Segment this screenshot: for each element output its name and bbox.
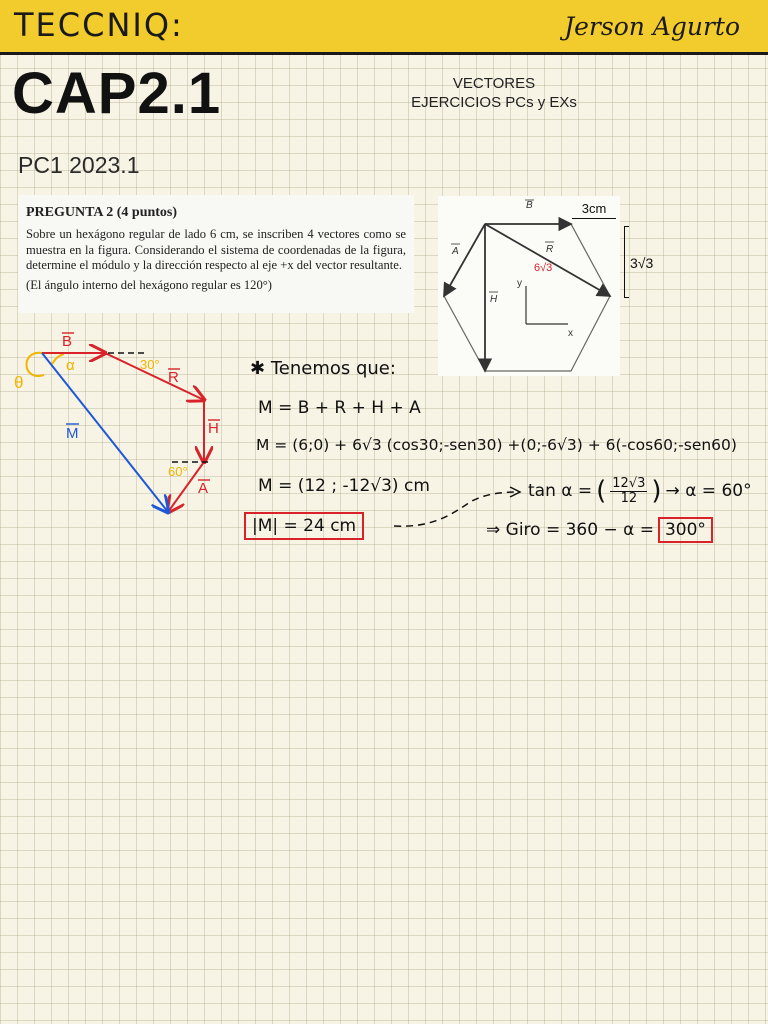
topic-line-1: VECTORES — [452, 75, 536, 92]
hexagon-figure — [438, 196, 620, 376]
hexagon-diagram — [438, 196, 620, 376]
author-name: Jerson Agurto — [564, 12, 740, 41]
question-body: Sobre un hexágono regular de lado 6 cm, se inscriben 4 vectores como se muestra en la figura. Considerando el sistema de coordenadas de la figura, determine el módulo y la dirección respecto al eje +x del vector resultante. — [26, 227, 406, 272]
sketch-alpha: α — [66, 357, 75, 374]
fig-label-h: H — [490, 294, 498, 305]
side-label: 3cm — [581, 201, 607, 216]
tan-equation — [528, 476, 752, 506]
sketch-theta: θ — [14, 373, 24, 392]
question-heading: PREGUNTA 2 (4 puntos) — [26, 205, 178, 220]
alpha-arc — [52, 354, 64, 364]
question-note: (El ángulo interno del hexágono regular es 120°) — [26, 277, 272, 292]
magnitude-result: |M| = 24 cm — [244, 512, 364, 540]
vector-sketch — [0, 320, 240, 530]
section-title: PC1 2023.1 — [18, 152, 140, 178]
vector-r — [485, 224, 610, 296]
fig-label-b: B — [526, 200, 533, 211]
sketch-label-b: B — [62, 333, 73, 350]
equation-3: M = (12 ; -12√3) cm — [258, 476, 430, 496]
height-label: 3√3 — [630, 255, 654, 271]
paren-open: ( — [596, 476, 607, 506]
question-box — [18, 195, 414, 313]
equation-1: M = B + R + H + A — [258, 398, 421, 418]
theta-arc — [26, 353, 44, 376]
height-annotation — [624, 226, 629, 298]
sketch-vector-m — [42, 353, 168, 512]
solution-intro-text: Tenemos que: — [270, 358, 396, 379]
topic-line-2: EJERCICIOS PCs y EXs — [411, 94, 577, 111]
sketch-label-m: M — [66, 425, 79, 442]
side-annotation — [572, 201, 616, 219]
topic-title — [404, 74, 584, 112]
giro-result: 300° — [658, 517, 713, 543]
hexagon-outline — [444, 224, 610, 371]
tan-result: → α = 60° — [665, 481, 752, 501]
sketch-label-r: R — [168, 369, 179, 386]
tan-numerator: 12√3 — [612, 475, 646, 491]
fig-label-r-magnitude: 6√3 — [534, 262, 553, 274]
tan-label: tan α = — [528, 481, 593, 501]
fig-label-a: A — [452, 246, 459, 257]
fig-label-r: R — [546, 244, 554, 255]
fig-label-x: x — [568, 328, 573, 339]
tan-fraction — [610, 477, 647, 506]
chapter-title: CAP2.1 — [12, 61, 222, 126]
fig-label-y: y — [517, 278, 522, 289]
giro-equation — [486, 517, 713, 543]
tan-denominator: 12 — [620, 490, 638, 506]
asterisk-icon: ✱ — [250, 358, 266, 379]
equation-2: M = (6;0) + 6√3 (cos30;-sen30) +(0;-6√3) + 6(-cos60;-sen60) — [256, 436, 737, 454]
brand-logo: TECCNIQ: — [14, 6, 184, 44]
paren-close: ) — [651, 476, 662, 506]
sketch-angle-30: 30° — [140, 357, 160, 372]
giro-text: ⇒ Giro = 360 − α = — [486, 520, 654, 540]
sketch-angle-60: 60° — [168, 464, 188, 479]
sketch-label-a: A — [198, 480, 209, 497]
sketch-label-h: H — [208, 420, 219, 437]
header-bar — [0, 0, 768, 55]
solution-intro — [250, 358, 396, 379]
vector-a — [444, 224, 485, 296]
